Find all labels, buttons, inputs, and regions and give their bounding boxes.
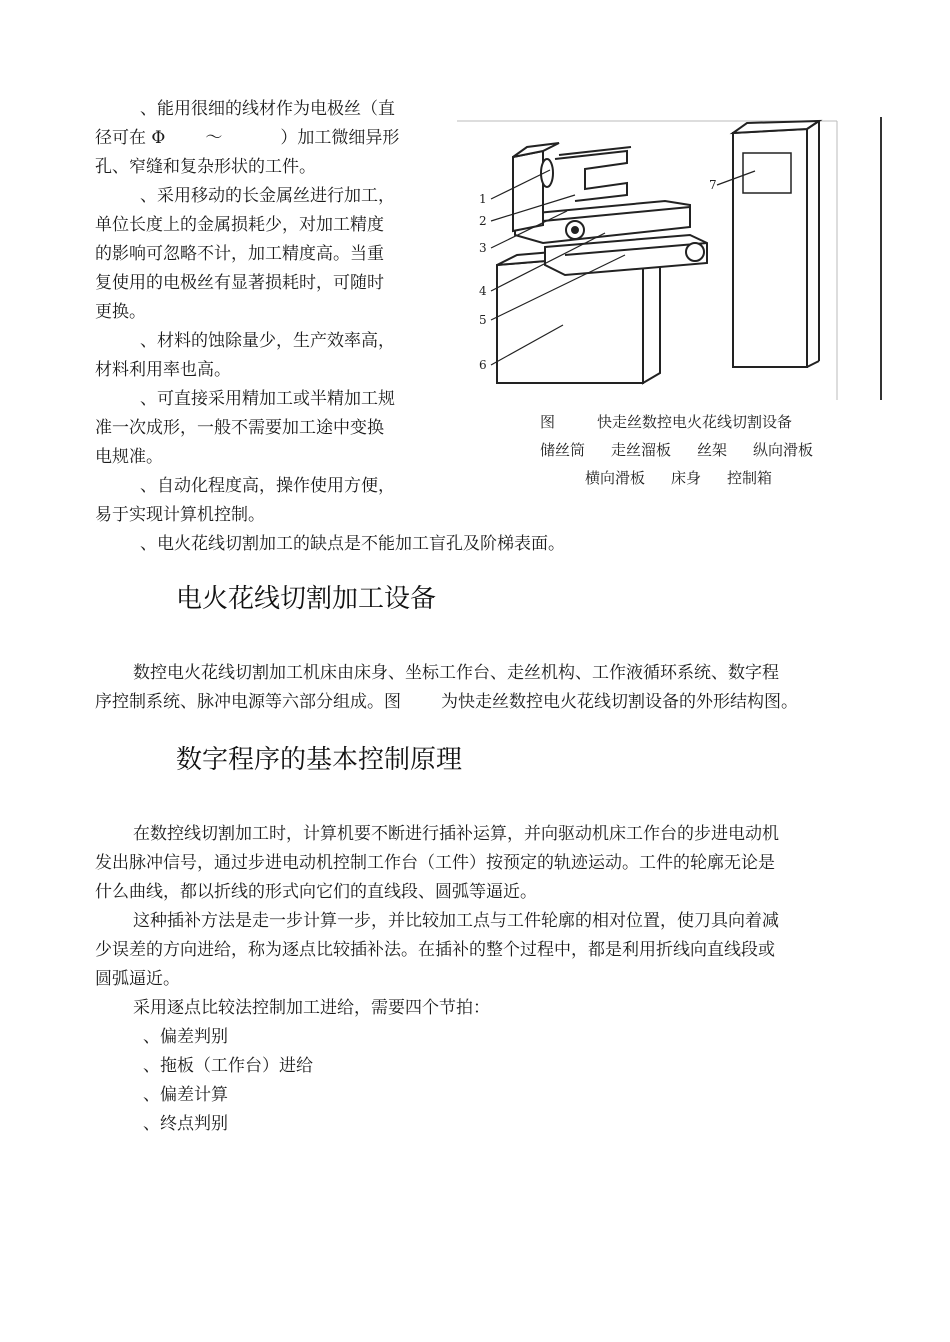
text-line: 孔、窄缝和复杂形状的工件。	[95, 157, 316, 177]
text-line: 、能用很细的线材作为电极丝（直	[140, 99, 395, 119]
text-fragment: 为快走丝数控电火花线切割设备的外形结构图。	[441, 692, 798, 712]
legend-item: 储丝筒	[540, 441, 586, 459]
text-line	[95, 124, 399, 153]
section-heading: 数字程序的基本控制原理	[176, 745, 463, 775]
disadvantage-line: 、电火花线切割加工的缺点是不能加工盲孔及阶梯表面。	[140, 534, 565, 554]
text-line: 准一次成形，一般不需要加工途中变换	[95, 418, 384, 438]
label-5: 5	[479, 313, 487, 327]
legend-row	[540, 439, 813, 461]
text-line: 少误差的方向进给，称为逐点比较插补法。在插补的整个过程中，都是利用折线向直线段或	[95, 940, 775, 960]
legend-row	[585, 467, 772, 489]
text-line: 复使用的电极丝有显著损耗时，可随时	[95, 273, 384, 293]
text-line	[95, 688, 798, 717]
text-line: 采用逐点比较法控制加工进给，需要四个节拍：	[133, 998, 490, 1018]
text-line: 易于实现计算机控制。	[95, 505, 265, 525]
text-line: 这种插补方法是走一步计算一步，并比较加工点与工件轮廓的相对位置，使刀具向着减	[133, 911, 779, 931]
text-line: 圆弧逼近。	[95, 969, 180, 989]
label-2: 2	[479, 214, 487, 228]
caption-prefix: 图	[540, 413, 556, 431]
label-7: 7	[709, 178, 717, 192]
text-line: 单位长度上的金属损耗少，对加工精度	[95, 215, 384, 235]
label-6: 6	[479, 358, 487, 372]
text-line: 、可直接采用精加工或半精加工规	[140, 389, 395, 409]
text-line: 、材料的蚀除量少，生产效率高，	[140, 331, 395, 351]
caption-title	[540, 411, 792, 433]
text-fragment: 径可在 Φ	[95, 128, 166, 148]
machine-diagram	[455, 115, 885, 405]
list-item: 、拖板（工作台）进给	[143, 1056, 313, 1076]
list-item: 、偏差判别	[143, 1027, 228, 1047]
text-fragment: ）加工微细异形	[280, 128, 400, 148]
text-line: 电规准。	[95, 447, 163, 467]
label-1: 1	[479, 192, 487, 206]
text-fragment: ～	[205, 128, 223, 148]
label-4: 4	[479, 284, 487, 298]
legend-item: 控制箱	[727, 469, 773, 487]
text-line: 什么曲线，都以折线的形式向它们的直线段、圆弧等逼近。	[95, 882, 537, 902]
legend-item: 床身	[671, 469, 702, 487]
label-3: 3	[479, 241, 487, 255]
text-line: 在数控线切割加工时，计算机要不断进行插补运算，并向驱动机床工作台的步进电动机	[133, 824, 779, 844]
wire-frame	[555, 147, 631, 201]
caption-text: 快走丝数控电火花线切割设备	[597, 413, 793, 431]
text-line: 、自动化程度高，操作使用方便，	[140, 476, 395, 496]
text-line: 材料利用率也高。	[95, 360, 231, 380]
legend-item: 纵向滑板	[753, 441, 814, 459]
legend-item: 走丝溜板	[611, 441, 672, 459]
list-item: 、偏差计算	[143, 1085, 228, 1105]
control-cabinet	[733, 121, 819, 367]
text-line: 的影响可忽略不计，加工精度高。当重	[95, 244, 384, 264]
legend-item: 丝架	[697, 441, 728, 459]
wire-edm-machine-figure	[455, 115, 885, 405]
text-line: 数控电火花线切割加工机床由床身、坐标工作台、走丝机构、工作液循环系统、数字程	[133, 663, 779, 683]
text-line: 发出脉冲信号，通过步进电动机控制工作台（工件）按预定的轨迹运动。工件的轮廓无论是	[95, 853, 775, 873]
text-line: 、采用移动的长金属丝进行加工，	[140, 186, 395, 206]
legend-item: 横向滑板	[585, 469, 646, 487]
list-item: 、终点判别	[143, 1114, 228, 1134]
section-heading: 电火花线切割加工设备	[176, 584, 437, 614]
text-fragment: 序控制系统、脉冲电源等六部分组成。图	[95, 692, 401, 712]
text-line: 更换。	[95, 302, 146, 322]
